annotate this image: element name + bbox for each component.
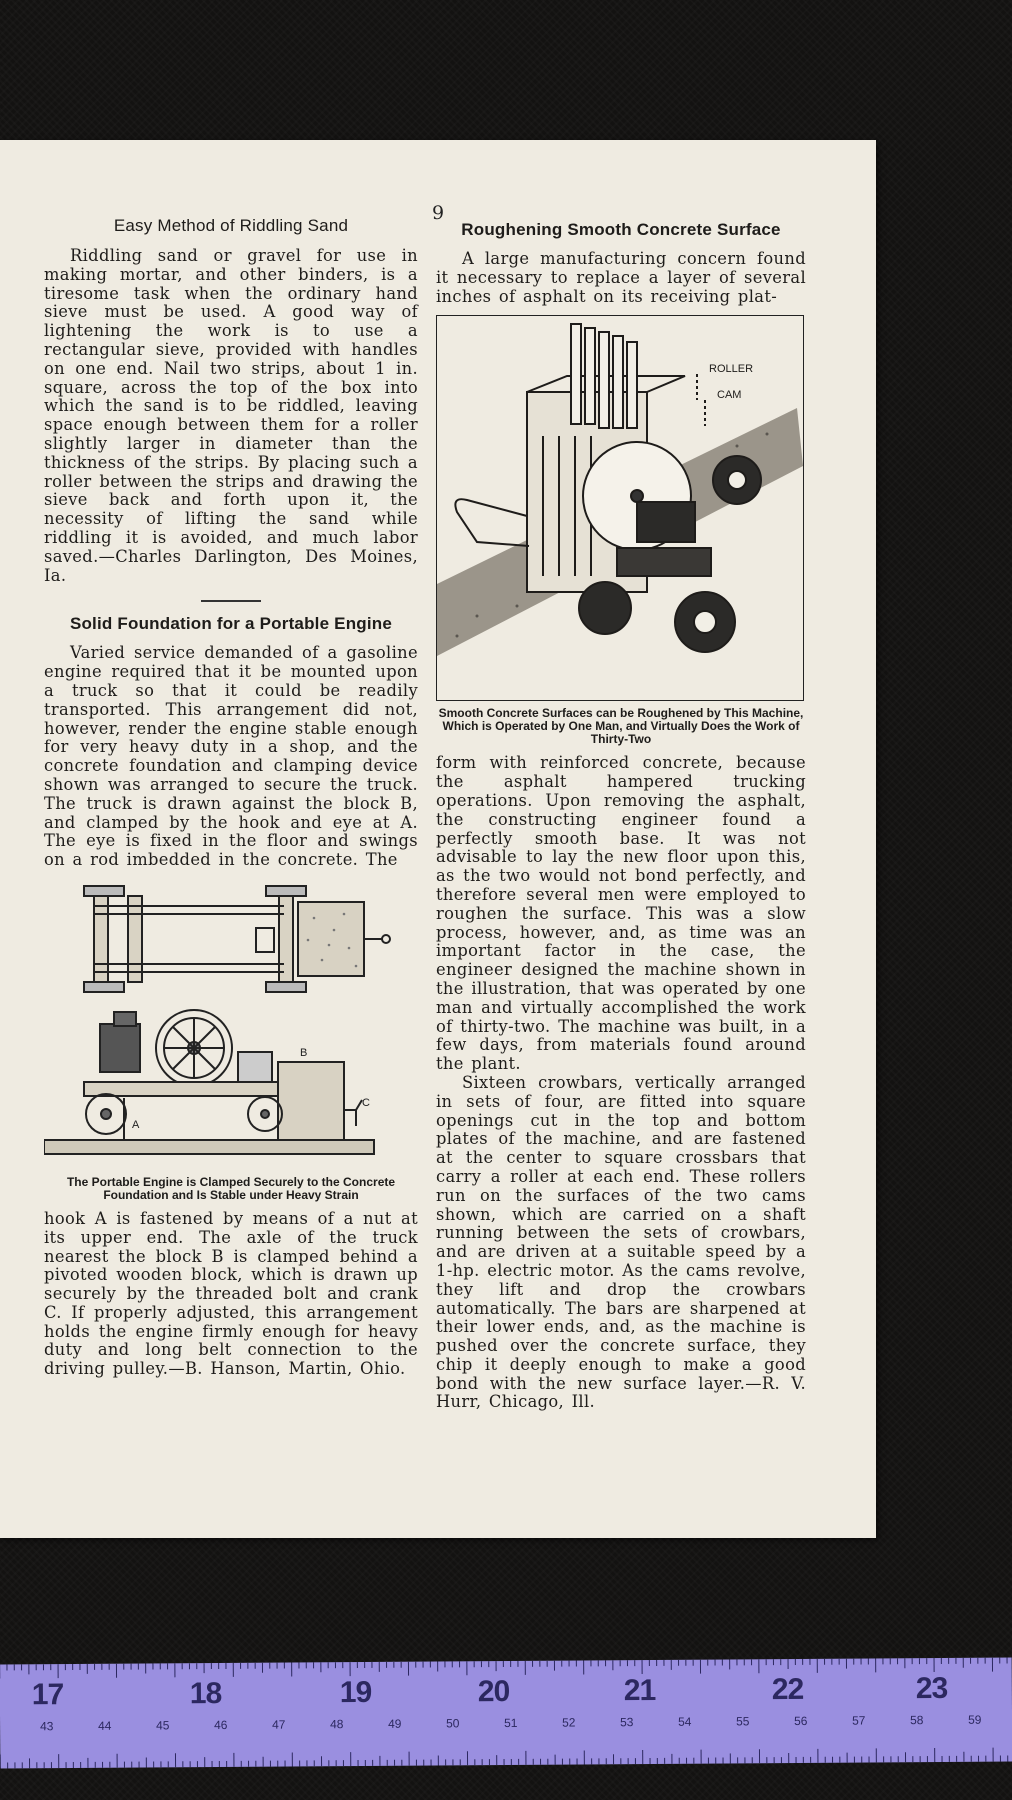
figure-label-a: A xyxy=(132,1118,140,1131)
article-body-roughening-part1: A large manufacturing concern found it necessary to replace a layer of several inches of asphalt on its receiving plat- xyxy=(436,249,806,306)
ruler-cm: 55 xyxy=(736,1714,750,1729)
ruler-cm: 48 xyxy=(330,1717,344,1732)
ruler-cm: 53 xyxy=(620,1715,634,1730)
ruler-inch-17: 17 xyxy=(31,1678,64,1712)
figure-label-c: C xyxy=(362,1096,370,1109)
ruler-cm: 44 xyxy=(98,1718,112,1733)
ruler-cm: 58 xyxy=(910,1713,924,1728)
ruler-inch-18: 18 xyxy=(189,1676,222,1711)
article-body-roughening-part3: Sixteen crowbars, vertically arranged in sets of four, are fitted into square openings cut in the top and bottom plates of the machine, and are fastened at the center to square crossbars that carry a roller at each end. These rollers run on the surfaces of the two cams shown, which are carried on a shaft running between the sets of crowbars, and are driven at a suitable speed by a 1-hp. electric motor. As the cams revolve, they lift and drop the crowbars automatically. The bars are sharpened at their lower ends, and, as the machine is pushed over the concrete surface, they chip it deeply enough to make a good bond with the new surface layer.—R. V. Hurr, Chicago, Ill. xyxy=(436,1072,806,1412)
measuring-tape xyxy=(0,1657,1012,1768)
ruler-cm: 47 xyxy=(272,1717,286,1732)
page-number: 9 xyxy=(431,202,445,224)
ruler-cm: 54 xyxy=(678,1714,692,1729)
figure-label-cam: CAM xyxy=(717,389,742,402)
magazine-page xyxy=(0,140,876,1538)
crowbar-machine-illustration xyxy=(437,316,803,700)
ruler-ticks xyxy=(0,1657,1012,1768)
ruler-cm: 59 xyxy=(968,1712,982,1727)
article-body-portable-engine-part1: Varied service demanded of a gasoline engine required that it be mounted upon a truck so that it could be readily transported. This arrangement did not, however, render the engine stable enough for very heavy duty in a shop, and the concrete foundation and clamping device shown was arranged to secure the truck. The truck is drawn against the block B, and clamped by the hook and eye at A. The eye is fixed in the floor and swings on a rod imbedded in the concrete. The xyxy=(44,643,418,870)
figure-label-b: B xyxy=(300,1046,308,1059)
figure-caption-roughening: Smooth Concrete Surfaces can be Roughened by This Machine, Which is Operated by One Man, and Virtually Does the Work of Thirty-Two xyxy=(438,706,804,747)
ruler-cm: 49 xyxy=(388,1716,402,1731)
section-divider xyxy=(201,600,261,602)
article-title-riddling-sand: Easy Method of Riddling Sand xyxy=(113,216,349,235)
roughening-machine-figure xyxy=(436,315,804,701)
ruler-cm: 57 xyxy=(852,1713,866,1728)
ruler-inch-20: 20 xyxy=(477,1674,510,1709)
engine-truck-illustration xyxy=(44,878,418,1174)
ruler-cm: 56 xyxy=(794,1713,808,1728)
ruler-cm: 45 xyxy=(156,1718,170,1733)
article-body-portable-engine-part2: hook A is fastened by means of a nut at its upper end. The axle of the truck nearest the block B is clamped behind a pivoted wooden block, which is drawn up securely by the threaded bolt and crank C. If properly adjusted, this arrangement holds the engine firmly enough for heavy duty and long belt connection to the driving pulley.—B. Hanson, Martin, Ohio. xyxy=(44,1208,418,1379)
figure-label-roller: ROLLER xyxy=(709,363,754,376)
ruler-cm: 51 xyxy=(504,1715,518,1731)
article-title-roughening-concrete: Roughening Smooth Concrete Surface xyxy=(461,220,781,239)
ruler-cm: 46 xyxy=(214,1717,228,1733)
figure-caption-portable-engine: The Portable Engine is Clamped Securely to the Concrete Foundation and Is Stable under Heavy Strain xyxy=(66,1174,396,1202)
ruler-inch-23: 23 xyxy=(915,1671,948,1706)
ruler-inch-19: 19 xyxy=(339,1675,372,1710)
article-body-riddling-sand: Riddling sand or gravel for use in making mortar, and other binders, is a tiresome task when the ordinary hand sieve must be used. A good way of lightening the work is to use a rectangular sieve, provided with handles on one end. Nail two strips, about 1 in. square, across the top of the box into which the sand is to be riddled, leaving space enough between them for a roller slightly larger in diameter than the thickness of the strips. By placing such a roller between the strips and drawing the sieve back and forth upon it, the necessity of lifting the sand while riddling it is avoided, and much labor saved.—Charles Darlington, Des Moines, Ia. xyxy=(44,246,418,585)
ruler-cm: 50 xyxy=(446,1716,460,1731)
ruler-cm: 43 xyxy=(40,1719,54,1734)
portable-engine-figure xyxy=(44,878,418,1174)
right-column xyxy=(436,220,806,1412)
ruler-inch-22: 22 xyxy=(771,1672,804,1707)
article-title-portable-engine: Solid Foundation for a Portable Engine xyxy=(69,614,393,634)
ruler-cm: 52 xyxy=(562,1715,576,1730)
ruler-inch-21: 21 xyxy=(623,1673,656,1708)
left-column xyxy=(44,216,418,1379)
article-body-roughening-part2: form with reinforced concrete, because the asphalt hampered trucking operations. Upon removing the asphalt, the constructing engineer found a perfectly smooth base. It was not advisable to lay the new floor upon this, as the two would not bond perfectly, and therefore several men were employed to roughen the surface. This was a slow process, however, and, as time was an important factor in the case, the engineer designed the machine shown in the illustration, that was operated by one man and virtually accomplished the work of thirty-two. The machine was built, in a few days, from materials found around the plant. xyxy=(436,753,806,1074)
